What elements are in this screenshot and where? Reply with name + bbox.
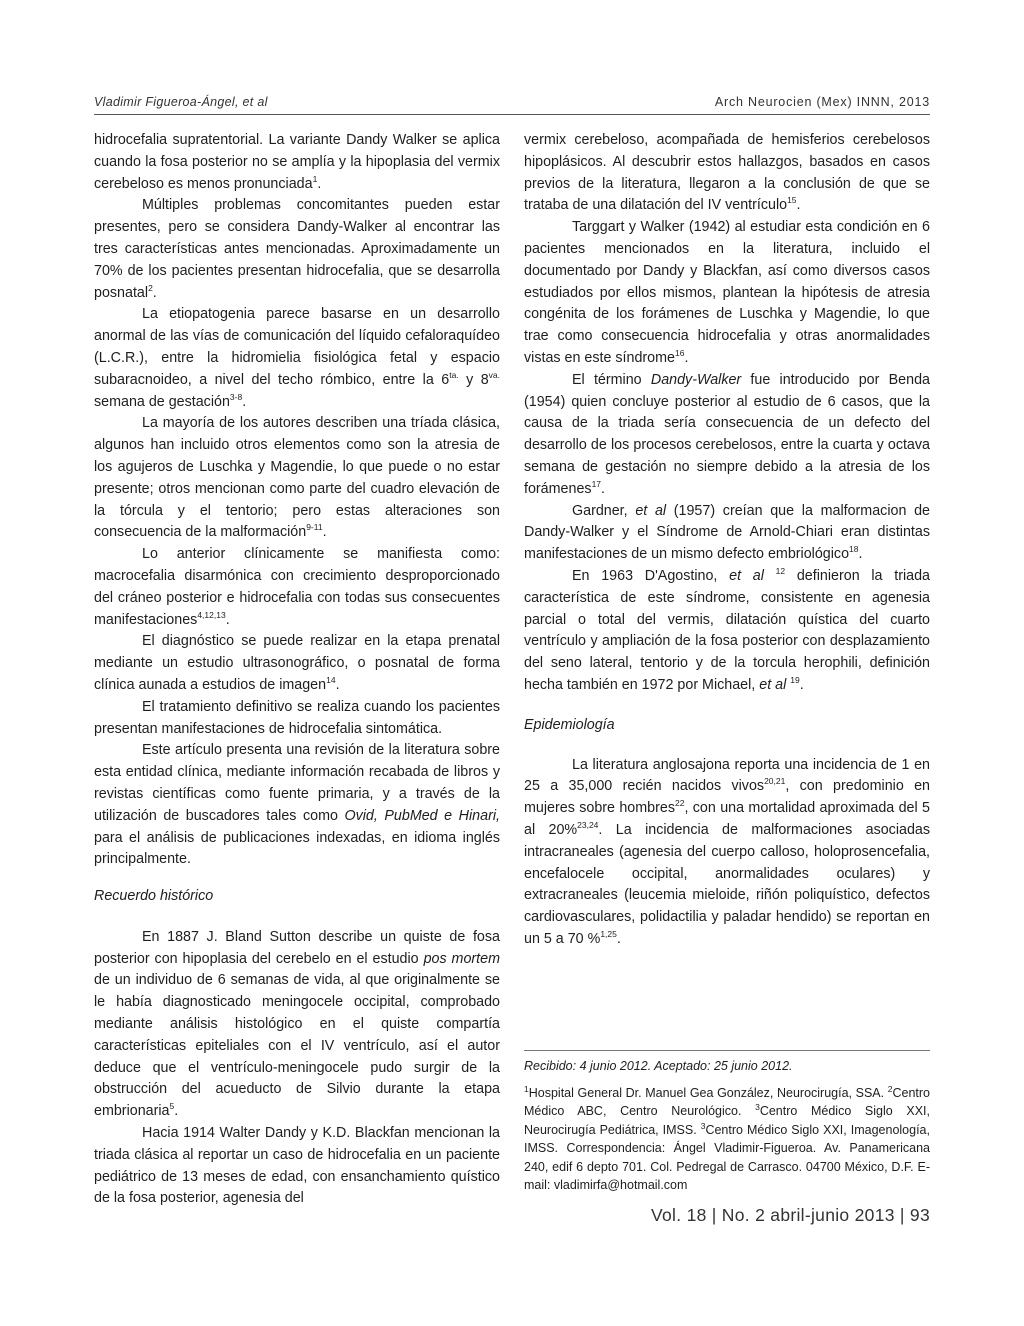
paragraph: Múltiples problemas concomitantes pueden estar presentes, pero se considera Dandy-Walker al encontrar las tres características antes mencionadas. Aproximadamente un 70% de los pacientes presentan hidrocefalia, que se desarrolla posnatal$^2$. [94, 197, 500, 301]
paragraph: La etiopatogenia parece basarse en un desarrollo anormal de las vías de comunicación del líquido cefaloraquídeo (L.C.R.), entre la hidromielia fisiológica fetal y espacio subaracnoideo, a nivel del techo rómbico, entre la $6^{ta.}$ y $8^{va.}$ semana de gestación$^{3-8}$. [94, 306, 500, 410]
citation: 12 [775, 566, 786, 577]
citation: 1,25 [600, 929, 617, 940]
citation: 18 [849, 544, 859, 555]
citation: 3-8 [229, 391, 243, 402]
citation: 19 [790, 675, 800, 686]
citation: 9-11 [306, 522, 323, 533]
received-dates: Recibido: 4 junio 2012. Aceptado: 25 junio 2012. [524, 1059, 793, 1073]
paragraph: El tratamiento definitivo se realiza cuando los pacientes presentan manifestaciones de hidrocefalia sintomática. [94, 698, 500, 737]
citation: 14 [326, 675, 336, 686]
paragraph: Este artículo presenta una revisión de la literatura sobre esta entidad clínica, mediante información recabada de libros y revistas científicas como fuente primaria, y a través de la utilización de buscadores tales como Ovid, PubMed e Hinari, para el análisis de publicaciones indexadas, en idioma inglés principalmente. [94, 742, 500, 868]
citation: 17 [591, 478, 602, 489]
paragraph: Lo anterior clínicamente se manifiesta como: macrocefalia disarmónica con crecimiento desproporcionado del cráneo posterior e hidrocefalia con todas sus consecuentes manifestaciones$^{4,12,13}$. [94, 546, 500, 628]
citation: 15 [787, 195, 797, 206]
citation: 16 [674, 348, 685, 359]
paragraph: hidrocefalia supratentorial. La variante Dandy Walker se aplica cuando la fosa posterior no se amplía y la hipoplasia del vermix cerebeloso es menos pronunciada$^1$. [94, 132, 500, 192]
paragraph: vermix cerebeloso, acompañada de hemisferios cerebelosos hipoplásicos. Al descubrir estos hallazgos, basados en casos previos de la literatura, llegaron a la conclusión de que se trataba de una dilatación del IV ventrículo$^{15}$. [524, 132, 930, 214]
paragraph: En 1887 J. Bland Sutton describe un quiste de fosa posterior con hipoplasia del cerebelo en el estudio pos mortem de un individuo de 6 semanas de vida, al que originalmente se le había diagnosticado meningocele occipital, comprobado mediante análisis histológico en el quiste compartía características epiteliales con el IV ventrículo, así el autor deduce que el ventrículo-meningocele pudo surgir de la obstrucción del acueducto de Silvio durante la etapa embrionaria$^5$. [94, 928, 500, 1120]
paragraph: Gardner, et al (1957) creían que la malformacion de Dandy-Walker y el Síndrome de Arnold-Chiari eran distintas manifestaciones de un mismo defecto embriológico$^{18}$. [524, 502, 930, 563]
article-notes [524, 1050, 930, 1195]
section-heading-history: Recuerdo histórico [94, 888, 214, 905]
header-journal: Arch Neurocien (Mex) INNN, 2013 [714, 95, 930, 109]
paragraph: En 1963 D'Agostino, et al $^{12}$ definieron la triada característica de este síndrome, consistente en agenesia parcial o total del vermis, dilatación quística del cuarto ventrículo y ampliación de la fosa posterior con desplazamiento del seno lateral, tentorio y de la torcula herophili, definición hecha también en 1972 por Michael, et al $^{19}$. [524, 566, 930, 693]
paragraph: Targgart y Walker (1942) al estudiar esta condición en 6 pacientes mencionados en la literatura, incluido el documentado por Dandy y Blackfan, así como diversos casos estudiados por ellos mismos, plantean la hipótesis de atresia congénita de los forámenes de Luschka y Magendie, lo que trae como consecuencia hidrocefalia y otras anormalidades vistas en este síndrome$^{16}$. [524, 219, 930, 366]
left-column [94, 130, 500, 1210]
section-heading-epidemiology: Epidemiología [524, 716, 615, 733]
paragraph: La mayoría de los autores describen una tríada clásica, algunos han incluido otros elementos como son la atresia de los agujeros de Luschka y Magendie, lo que puede o no estar presente; otros mencionan como parte del cuadro elevación de la tórcula y el tentorio; pero estas alteraciones son consecuencia de la malformación$^{9-11}$. [94, 415, 500, 541]
header-author: Vladimir Figueroa-Ángel, et al [94, 95, 268, 109]
citation: 23,24 [577, 820, 599, 831]
citation: 22 [674, 798, 685, 809]
citation: 5 [169, 1101, 175, 1112]
right-column [524, 130, 930, 951]
citation: 4,12,13 [197, 609, 226, 620]
paragraph: Hacia 1914 Walter Dandy y K.D. Blackfan mencionan la triada clásica al reportar un caso de hidrocefalia en un paciente pediátrico de 13 meses de edad, con ensanchamiento quístico de la fosa posterior, agenesia del [94, 1125, 500, 1207]
paragraph: La literatura anglosajona reporta una incidencia de 1 en 25 a 35,000 recién nacidos vivos$^{20,21}$, con predominio en mujeres sobre hombres$^{22}$, con una mortalidad aproximada del 5 al 20%$^{23,24}$. La incidencia de malformaciones asociadas intracraneales (agenesia del cuerpo calloso, holoprosencefalia, encefalocele occipital, anormalidades oculares) y extracraneales (leucemia mieloide, riñón poliquístico, defectos cardiovasculares, polidactilia y paladar hendido) se reportan en un 5 a 70 %$^{1,25}$. [524, 756, 931, 947]
citation: 1 [312, 173, 318, 184]
paragraph: El diagnóstico se puede realizar en la etapa prenatal mediante un estudio ultrasonográfico, o posnatal de forma clínica aunada a estudios de imagen$^{14}$. [94, 633, 500, 693]
paragraph: El término Dandy-Walker fue introducido por Benda (1954) quien concluye posterior al estudio de 6 casos, que la causa de la triada sería consecuencia de un defecto del desarrollo de los procesos cerebelosos, entre la cuarta y octava semana de gestación no siempre debido a la atresia de los forámenes$^{17}$. [524, 371, 930, 497]
page-footer: Vol. 18 | No. 2 abril-junio 2013 | 93 [651, 1205, 930, 1225]
citation: 2 [148, 282, 153, 293]
affiliations: $^1$Hospital General Dr. Manuel Gea González, Neurocirugía, SSA. $^2$Centro Médico ABC, Centro Neurológico. $^3$Centro Médico Siglo XXI, Neurocirugía Pediátrica, IMSS. $^3$Centro Médico Siglo XXI, Imagenología, IMSS. Correspondencia: Ángel Vladimir-Figueroa. Av. Panamericana 240, edif 6 depto 701. Col. Pedregal de Carrasco. 04700 México, D.F. E-mail: vladimirfa@hotmail.com [524, 1083, 930, 1192]
citation: 20,21 [764, 776, 786, 787]
running-header [94, 92, 930, 115]
